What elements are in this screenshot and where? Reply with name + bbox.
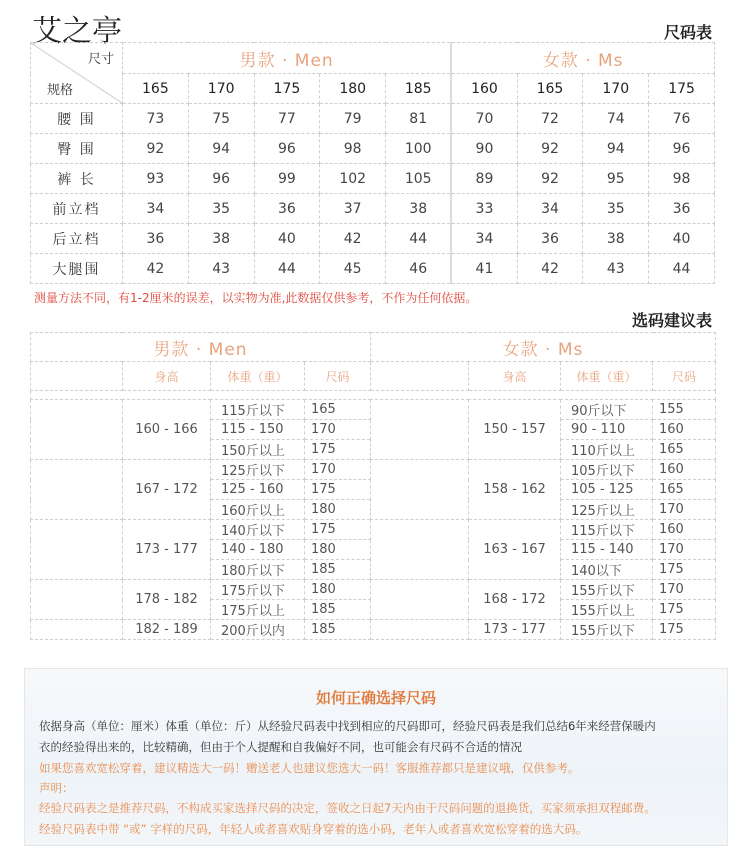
men-value: 75 <box>188 104 254 134</box>
men-value: 93 <box>123 164 189 194</box>
men-value: 38 <box>188 224 254 254</box>
rec-men-height: 173 - 177 <box>123 520 211 580</box>
rec-row <box>31 520 716 540</box>
women-value: 76 <box>649 104 715 134</box>
rec-men-weight: 140斤以下 <box>211 520 305 540</box>
rec-men-size: 185 <box>305 620 371 640</box>
rec-men-weight: 150斤以上 <box>211 440 305 460</box>
rec-men-size-header: 尺码 <box>305 362 371 391</box>
rec-women-weight: 155斤以下 <box>561 620 653 640</box>
men-value: 40 <box>254 224 320 254</box>
men-size: 185 <box>386 74 452 104</box>
rec-men-weight: 160斤以上 <box>211 500 305 520</box>
corner-bottom-label: 规格 <box>47 83 74 98</box>
women-value: 36 <box>649 194 715 224</box>
men-size: 175 <box>254 74 320 104</box>
men-value: 79 <box>320 104 386 134</box>
men-size: 170 <box>188 74 254 104</box>
rec-men-weight: 200斤以内 <box>211 620 305 640</box>
men-value: 42 <box>123 254 189 284</box>
size-row <box>31 104 715 134</box>
rec-women-size: 175 <box>653 600 716 620</box>
rec-blank-cell <box>371 620 469 640</box>
rec-women-size: 165 <box>653 480 716 500</box>
row-label: 大腿围 <box>31 254 123 284</box>
rec-women-size: 170 <box>653 540 716 560</box>
rec-men-weight: 125 - 160 <box>211 480 305 500</box>
rec-blank-cell <box>31 460 123 520</box>
rec-men-height-header: 身高 <box>123 362 211 391</box>
how-to-title: 如何正确选择尺码 <box>315 689 436 707</box>
rec-women-size-header: 尺码 <box>653 362 716 391</box>
rec-men-weight: 125斤以下 <box>211 460 305 480</box>
women-value: 96 <box>649 134 715 164</box>
size-row <box>31 224 715 254</box>
rec-blank-cell <box>31 362 123 391</box>
rec-women-weight: 140以下 <box>561 560 653 580</box>
row-label: 臀 围 <box>31 134 123 164</box>
rec-women-weight: 110斤以上 <box>561 440 653 460</box>
rec-row <box>31 620 716 640</box>
rec-women-weight: 105斤以下 <box>561 460 653 480</box>
rec-men-size: 170 <box>305 460 371 480</box>
size-header-row <box>31 74 715 104</box>
men-size: 180 <box>320 74 386 104</box>
rec-men-size: 180 <box>305 580 371 600</box>
men-value: 34 <box>123 194 189 224</box>
rec-men-size: 180 <box>305 500 371 520</box>
rec-men-size: 170 <box>305 420 371 440</box>
corner-top-label: 尺寸 <box>87 52 114 67</box>
rec-men-weight: 180斤以下 <box>211 560 305 580</box>
rec-women-size: 160 <box>653 420 716 440</box>
disclaimer-line: 经验尺码表中带 “或” 字样的尺码，年轻人或者喜欢贴身穿着的选小码，老年人或者喜欢宽松穿着的选大码。 <box>39 822 588 836</box>
women-value: 41 <box>451 254 517 284</box>
men-value: 36 <box>123 224 189 254</box>
rec-women-height: 168 - 172 <box>469 580 561 620</box>
rec-men-height: 182 - 189 <box>123 620 211 640</box>
women-value: 92 <box>517 164 583 194</box>
rec-women-height: 173 - 177 <box>469 620 561 640</box>
men-value: 96 <box>254 134 320 164</box>
how-to-line: 依据身高（单位：厘米）体重（单位：斤）从经验尺码表中找到相应的尺码即可，经验尺码表是我们总结6年来经营保暖内 <box>39 719 656 733</box>
rec-men-weight: 175斤以下 <box>211 580 305 600</box>
women-size: 165 <box>517 74 583 104</box>
size-table-title: 尺码表 <box>663 23 712 42</box>
rec-women-weight: 90 - 110 <box>561 420 653 440</box>
men-value: 43 <box>188 254 254 284</box>
size-row <box>31 254 715 284</box>
rec-men-weight: 115斤以下 <box>211 400 305 420</box>
size-row <box>31 164 715 194</box>
brand-logo-text: 艾之亭 <box>32 14 122 49</box>
rec-blank-cell <box>31 520 123 580</box>
recommendation-table <box>30 332 716 640</box>
rec-men-size: 185 <box>305 600 371 620</box>
men-value: 36 <box>254 194 320 224</box>
men-value: 81 <box>386 104 452 134</box>
rec-men-size: 175 <box>305 480 371 500</box>
rec-women-weight: 155斤以上 <box>561 600 653 620</box>
rec-men-header: 男款 · Men <box>31 333 371 362</box>
rec-men-height: 160 - 166 <box>123 400 211 460</box>
rec-row <box>31 400 716 420</box>
rec-women-height: 163 - 167 <box>469 520 561 580</box>
women-value: 33 <box>451 194 517 224</box>
rec-row <box>31 460 716 480</box>
how-to-line: 如果您喜欢宽松穿着，建议精选大一码！赠送老人也建议您选大一码！客服推荐都只是建议哦，仅供参考。 <box>39 761 580 775</box>
rec-women-size: 175 <box>653 620 716 640</box>
men-value: 38 <box>386 194 452 224</box>
rec-women-weight: 125斤以上 <box>561 500 653 520</box>
rec-women-weight: 115斤以下 <box>561 520 653 540</box>
rec-men-size: 180 <box>305 540 371 560</box>
rec-women-size: 170 <box>653 500 716 520</box>
rec-blank-cell <box>371 520 469 580</box>
men-size: 165 <box>123 74 189 104</box>
men-value: 100 <box>386 134 452 164</box>
how-to-line: 衣的经验得出来的，比较精确，但由于个人提醒和自我偏好不同，也可能会有尺码不合适的情况 <box>39 740 522 754</box>
women-size: 175 <box>649 74 715 104</box>
women-value: 94 <box>583 134 649 164</box>
size-row <box>31 194 715 224</box>
men-value: 92 <box>123 134 189 164</box>
rec-women-weight: 90斤以下 <box>561 400 653 420</box>
men-value: 37 <box>320 194 386 224</box>
women-value: 34 <box>517 194 583 224</box>
men-value: 42 <box>320 224 386 254</box>
rec-women-weight: 105 - 125 <box>561 480 653 500</box>
rec-women-weight: 155斤以下 <box>561 580 653 600</box>
women-value: 90 <box>451 134 517 164</box>
men-value: 98 <box>320 134 386 164</box>
row-label: 后立档 <box>31 224 123 254</box>
rec-men-height: 167 - 172 <box>123 460 211 520</box>
women-value: 72 <box>517 104 583 134</box>
rec-women-weight-header: 体重（重） <box>561 362 653 391</box>
size-table <box>30 42 715 284</box>
rec-blank-cell <box>371 460 469 520</box>
women-value: 74 <box>583 104 649 134</box>
size-row <box>31 134 715 164</box>
rec-women-size: 160 <box>653 520 716 540</box>
rec-men-weight-header: 体重（重） <box>211 362 305 391</box>
women-size: 160 <box>451 74 517 104</box>
women-value: 38 <box>583 224 649 254</box>
rec-men-size: 185 <box>305 560 371 580</box>
rec-table-title: 选码建议表 <box>631 311 712 330</box>
rec-men-size: 175 <box>305 440 371 460</box>
how-to-choose-box <box>24 668 728 846</box>
women-value: 40 <box>649 224 715 254</box>
measurement-note: 测量方法不同，有1-2厘米的误差，以实物为准,此数据仅供参考，不作为任何依据。 <box>34 291 478 305</box>
row-label: 腰 围 <box>31 104 123 134</box>
men-value: 105 <box>386 164 452 194</box>
rec-blank-cell <box>371 580 469 620</box>
women-value: 92 <box>517 134 583 164</box>
rec-women-size: 170 <box>653 580 716 600</box>
rec-men-weight: 140 - 180 <box>211 540 305 560</box>
rec-blank-cell <box>31 580 123 620</box>
women-header: 女款 · Ms <box>451 43 714 74</box>
row-label: 前立档 <box>31 194 123 224</box>
rec-women-size: 175 <box>653 560 716 580</box>
women-value: 70 <box>451 104 517 134</box>
men-value: 45 <box>320 254 386 284</box>
women-value: 89 <box>451 164 517 194</box>
rec-men-weight: 115 - 150 <box>211 420 305 440</box>
men-value: 73 <box>123 104 189 134</box>
women-value: 98 <box>649 164 715 194</box>
women-value: 44 <box>649 254 715 284</box>
rec-men-height: 178 - 182 <box>123 580 211 620</box>
men-value: 46 <box>386 254 452 284</box>
rec-men-size: 175 <box>305 520 371 540</box>
women-value: 42 <box>517 254 583 284</box>
men-header: 男款 · Men <box>123 43 452 74</box>
rec-spacer <box>31 391 716 400</box>
women-value: 43 <box>583 254 649 284</box>
men-value: 96 <box>188 164 254 194</box>
rec-women-weight: 115 - 140 <box>561 540 653 560</box>
rec-blank-cell <box>371 362 469 391</box>
rec-men-size: 165 <box>305 400 371 420</box>
rec-blank-cell <box>371 400 469 460</box>
rec-women-header: 女款 · Ms <box>371 333 716 362</box>
rec-women-size: 160 <box>653 460 716 480</box>
men-value: 44 <box>386 224 452 254</box>
men-value: 99 <box>254 164 320 194</box>
disclaimer-heading: 声明： <box>39 781 74 795</box>
women-value: 34 <box>451 224 517 254</box>
men-value: 102 <box>320 164 386 194</box>
row-label: 裤 长 <box>31 164 123 194</box>
rec-row <box>31 580 716 600</box>
rec-women-height: 150 - 157 <box>469 400 561 460</box>
disclaimer-line: 经验尺码表之是推荐尺码，不构成买家选择尺码的决定，签收之日起7天内由于尺码问题的退换货，买家须承担双程邮费。 <box>39 801 656 815</box>
corner-cell <box>31 43 123 104</box>
women-value: 95 <box>583 164 649 194</box>
women-value: 35 <box>583 194 649 224</box>
rec-women-height-header: 身高 <box>469 362 561 391</box>
men-value: 94 <box>188 134 254 164</box>
women-size: 170 <box>583 74 649 104</box>
rec-women-size: 155 <box>653 400 716 420</box>
men-value: 77 <box>254 104 320 134</box>
women-value: 36 <box>517 224 583 254</box>
rec-men-weight: 175斤以上 <box>211 600 305 620</box>
rec-blank-cell <box>31 620 123 640</box>
men-value: 44 <box>254 254 320 284</box>
rec-blank-cell <box>31 400 123 460</box>
rec-women-height: 158 - 162 <box>469 460 561 520</box>
men-value: 35 <box>188 194 254 224</box>
rec-women-size: 165 <box>653 440 716 460</box>
